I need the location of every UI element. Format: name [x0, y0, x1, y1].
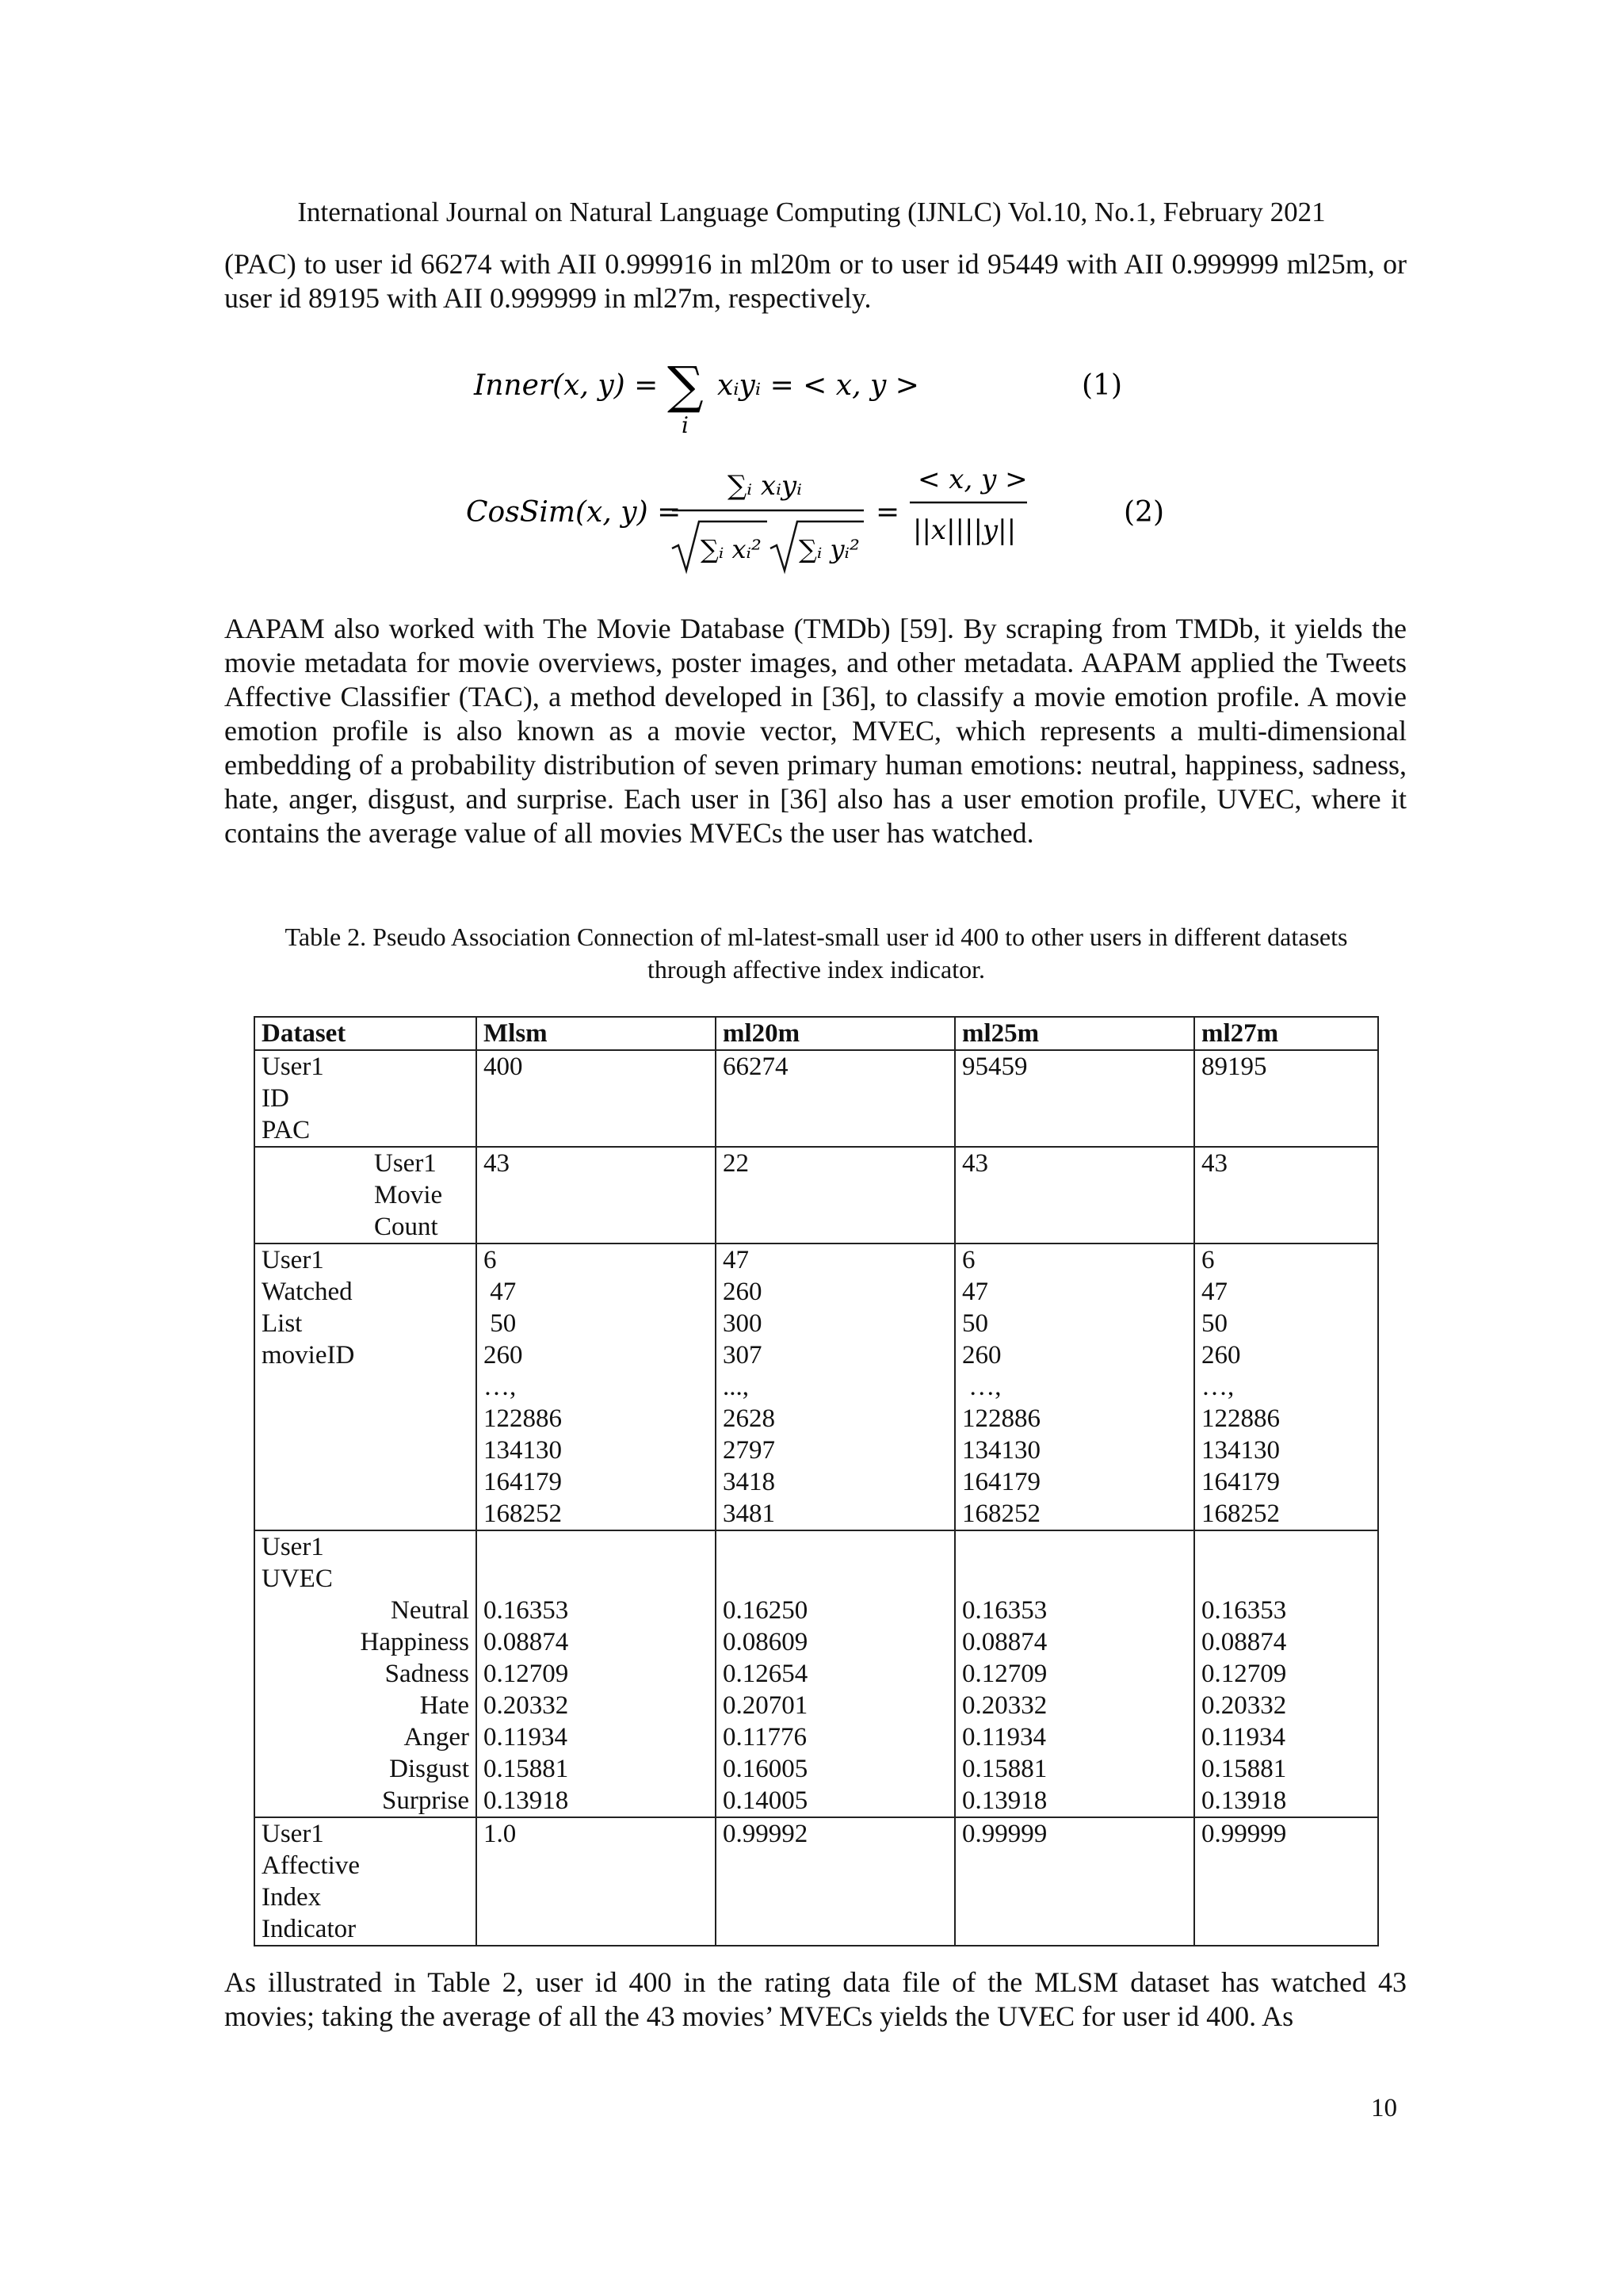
- uvec-emotion-labels: Neutral Happiness Sadness Hate Anger Disgust Surprise: [360, 1596, 469, 1815]
- cell-watched-ml20m: 47 260 300 307 ..., 2628 2797 3418 3481: [716, 1244, 955, 1530]
- running-header: International Journal on Natural Language Computing (IJNLC) Vol.10, No.1, February 2021: [297, 197, 1326, 227]
- eq2-number: (2): [1124, 496, 1164, 529]
- table-2: [254, 1016, 1379, 1946]
- caption-line-1: Table 2. Pseudo Association Connection of ml-latest-small user id 400 to other users in different datasets: [285, 923, 1348, 951]
- equation-2: [0, 460, 1623, 586]
- cell-count-ml25m: 43: [955, 1147, 1194, 1244]
- eq2-numerator: ∑ᵢ xᵢyᵢ: [727, 470, 802, 502]
- cell-pac-ml25m: 95459: [955, 1050, 1194, 1147]
- header-ml20m: ml20m: [716, 1017, 955, 1050]
- paragraph-intro: (PAC) to user id 66274 with AII 0.999916 in ml20m or to user id 95449 with AII 0.999999 ml25m, or user id 89195 with AII 0.999999 in ml27m, respectively.: [224, 248, 1407, 314]
- cell-pac-ml20m: 66274: [716, 1050, 955, 1147]
- cell-count-mlsm: 43: [476, 1147, 716, 1244]
- eq2-denominator-right: ∑ᵢ yᵢ²: [799, 534, 860, 564]
- cell-aii-ml20m: 0.99992: [716, 1817, 955, 1946]
- header-dataset: Dataset: [254, 1017, 476, 1050]
- cell-uvec-ml20m: 0.16250 0.08609 0.12654 0.20701 0.11776 0.16005 0.14005: [716, 1530, 955, 1817]
- header-ml27m: ml27m: [1194, 1017, 1378, 1050]
- page-number: 10: [1371, 2094, 1397, 2122]
- cell-watched-mlsm: 6 47 50 260 …, 122886 134130 164179 168252: [476, 1244, 716, 1530]
- eq1-sum-symbol: ∑: [667, 357, 704, 415]
- cell-uvec-ml25m: 0.16353 0.08874 0.12709 0.20332 0.11934 0.15881 0.13918: [955, 1530, 1194, 1817]
- header-mlsm: Mlsm: [476, 1017, 716, 1050]
- table-row-pac: [254, 1050, 1378, 1147]
- equation-1: [0, 349, 1623, 444]
- row-label-pac: User1 ID PAC: [254, 1050, 476, 1147]
- table-caption: [198, 921, 1434, 986]
- cell-watched-ml27m: 6 47 50 260 …, 122886 134130 164179 168252: [1194, 1244, 1378, 1530]
- cell-aii-ml25m: 0.99999: [955, 1817, 1194, 1946]
- paragraph-aapam: AAPAM also worked with The Movie Database (TMDb) [59]. By scraping from TMDb, it yields the movie metadata for movie overviews, poster images, and other metadata. AAPAM applied the Tweets Affective Classifier (TAC), a method developed in [36], to classify a movie emotion profile. A movie emotion profile is also known as a movie vector, MVEC, which represents a multi-dimensional embedding of a probability distribution of seven primary human emotions: neutral, happiness, sadness, hate, anger, disgust, and surprise. Each user in [36] also has a user emotion profile, UVEC, where it contains the average value of all movies MVECs the user has watched.: [224, 613, 1407, 849]
- cell-watched-ml25m: 6 47 50 260 …, 122886 134130 164179 168252: [955, 1244, 1194, 1530]
- eq1-number: (1): [1082, 369, 1122, 402]
- row-label-movie-count: User1 Movie Count: [254, 1147, 476, 1244]
- cell-uvec-mlsm: 0.16353 0.08874 0.12709 0.20332 0.11934 0.15881 0.13918: [476, 1530, 716, 1817]
- table-row-movie-count: [254, 1147, 1378, 1244]
- eq2-numerator-2: < x, y >: [918, 464, 1028, 495]
- cell-count-ml27m: 43: [1194, 1147, 1378, 1244]
- row-label-aii: User1 Affective Index Indicator: [254, 1817, 476, 1946]
- eq2-denominator-left: ∑ᵢ xᵢ²: [701, 534, 762, 564]
- cell-aii-ml27m: 0.99999: [1194, 1817, 1378, 1946]
- cell-uvec-ml27m: 0.16353 0.08874 0.12709 0.20332 0.11934 0.15881 0.13918: [1194, 1530, 1378, 1817]
- table-row-watched: [254, 1244, 1378, 1530]
- table-header-row: [254, 1017, 1378, 1050]
- eq2-equals: =: [876, 496, 900, 529]
- table-row-aii: [254, 1817, 1378, 1946]
- table-row-uvec: [254, 1530, 1378, 1817]
- header-ml25m: ml25m: [955, 1017, 1194, 1050]
- eq2-lhs: CosSim(x, y) =: [466, 496, 682, 529]
- row-label-uvec-cell: [254, 1530, 476, 1817]
- eq1-body: xᵢyᵢ = < x, y >: [717, 369, 919, 402]
- paragraph-illustration: As illustrated in Table 2, user id 400 in the rating data file of the MLSM dataset has watched 43 movies; taking the average of all the 43 movies’ MVECs yields the UVEC for user id 400. As: [224, 1966, 1407, 2032]
- eq2-denominator-2: ||x||||y||: [913, 514, 1017, 546]
- cell-aii-mlsm: 1.0: [476, 1817, 716, 1946]
- eq1-lhs: Inner(x, y) =: [474, 369, 659, 402]
- cell-count-ml20m: 22: [716, 1147, 955, 1244]
- row-label-watched: User1 Watched List movieID: [254, 1244, 476, 1530]
- eq1-sum-index: i: [682, 412, 689, 438]
- row-label-uvec: User1 UVEC: [262, 1533, 333, 1593]
- caption-line-2: through affective index indicator.: [647, 955, 985, 984]
- cell-pac-mlsm: 400: [476, 1050, 716, 1147]
- cell-pac-ml27m: 89195: [1194, 1050, 1378, 1147]
